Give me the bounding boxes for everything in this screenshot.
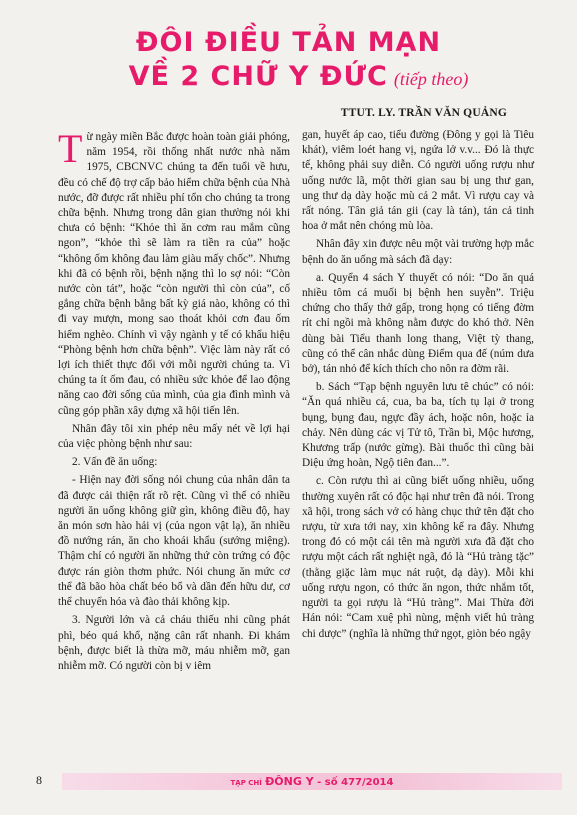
paragraph: a. Quyển 4 sách Y thuyết có nói: “Do ăn quá nhiều tôm cá muối bị bệnh hen suyễn”. Triệu chứng cho thấy thở gấp, trong họng có tiếng đờm rít chỉ ngồi mà không nằm được do khó thở. Nên dùng bài Tiểu thanh long thang, Việt tỳ thang, cũng có thể cân nhắc dùng Điểm qua đế (núm dưa bở), tán nhỏ để kích thích cho nôn ra đờm rãi. [302, 271, 534, 376]
dropcap: T [58, 126, 83, 171]
right-column [302, 128, 534, 645]
title-continued: (tiếp theo) [393, 69, 469, 89]
page-footer [0, 765, 577, 795]
article-title [0, 26, 577, 96]
journal-name: ĐÔNG Y [265, 775, 314, 788]
page-number: 8 [36, 773, 42, 787]
title-line-2-text: VỀ 2 CHỮ Y ĐỨC [128, 61, 388, 92]
paragraph: Nhân đây tôi xin phép nêu mấy nét về lợi hại của việc phòng bệnh như sau: [58, 422, 290, 451]
left-column [58, 126, 290, 677]
paragraph: 3. Người lớn và cả cháu thiếu nhi cũng phát phì, béo quá khổ, nặng cân rất nhanh. Đi khám bệnh, được biết là thừa mỡ, máu nhiễm mỡ, gan nhiễm mỡ. Có người còn bị v iêm [58, 614, 290, 672]
journal-prefix: TẠP CHÍ [230, 779, 262, 787]
paragraph: gan, huyết áp cao, tiểu đường (Đông y gọi là Tiêu khát), viêm loét hang vị, ngứa lở v.v... Đó là thực tế, không phải suy diễn. Có người uống rượu như uống nước lã, một thời gian sau bị ung thư gan, ung thư dạ dày hoặc mù cả 2 mắt. Vì rượu cay và rất nóng. Tân giả tán gii (cay là tán), tán cả tinh hoa ở mắt nên chóng mù lòa. [302, 129, 534, 233]
title-line-2 [20, 60, 577, 96]
title-line-1: ĐÔI ĐIỀU TẢN MẠN [135, 27, 442, 58]
paragraph-text: ừ ngày miền Bắc được hoàn toàn giải phóng, năm 1954, rồi thống nhất nước nhà năm 1975, CBCNVC chúng ta đến tuổi về hưu, đều có chế độ trợ cấp bảo hiểm chữa bệnh của Nhà nước, đỡ được rất nhiều phí tổn cho chúng ta trong chữa bệnh. Nhưng trong dân gian thường nói khi chưa có bệnh: “Khỏe thì ăn cơm rau mắm cũng ngon”, “khỏe thì sẽ làm ra tiền ra của” hoặc “không ốm không đau làm giàu mấy chốc”. Nhưng khi đã có bệnh rồi, bệnh nặng thì lo sợ nói: “Còn nước còn tát”, hoặc “còn người thì còn của”, cố gắng chữa bệnh bằng bất kỳ giá nào, không có thì đi vay mượn, mong sao thoát khỏi cơn đau ốm hiểm nghèo. Chính vì vậy ngành y tế có khẩu hiệu “Phòng bệnh hơn chữa bệnh”. Việc làm này rất có lợi ích thiết thực đối với mỗi người chúng ta. Vì chúng ta ít ốm đau, có nhiều sức khỏe để lao động năng cao đời sống của mình, của gia đình mình và cũng góp phần xây dựng xã hội tiến lên. [58, 131, 290, 417]
paragraph: c. Còn rượu thì ai cũng biết uống nhiều, uống thường xuyên rất có độc hại như trên đã nói. Trong xã hội, trong sách vở có hàng chục thứ tên đặt cho rượu, từ xưa tới nay, xin không kể ra đây. Nhưng trong đó có một cái tên mà người xưa đã đặt cho rượu một cách rất nghiệt ngã, đó là “Hủ tràng tặc” (thằng giặc làm mục nát ruột, dạ dày). Mỗi khi uống rượu ngon, có thức ăn ngon, thức nhắm tốt, người ta gọi rượu là “Hủ tràng”. Mai Thừa đời Hán nói: “Cam xuệ phì nùng, mệnh viết hủ tràng chi dược” (nghĩa là những thứ ngọt, giòn béo ngậy [302, 475, 534, 640]
paragraph: b. Sách “Tạp bệnh nguyên lưu tê chúc” có nói: “Ăn quá nhiều cá, cua, ba ba, tích tụ lại ở trong bụng, bụng đau, ngực đầy ách, hoặc nôn, hoặc ỉa chảy. Nên dùng các vị Tử tô, Trần bì, Mộc hương, Khương trấp (nước gừng). Bài thuốc thì cũng bài Diệu ứng hoàn, Ngộ tiên đan...”. [302, 381, 534, 470]
author-byline: TTUT. LY. TRẦN VĂN QUẢNG [340, 107, 507, 119]
paragraph [58, 126, 290, 419]
paragraph: - Hiện nay đời sống nói chung của nhân dân ta đã được cải thiện rất rõ rệt. Cũng vì thế có nhiều người ăn uống không giữ gìn, không điều độ, hay ăn món sơn hào hải vị (của ngon vật lạ), ăn nhiều đồ nướng rán, ăn cho khoái khẩu (sướng miệng). Thậm chí có người ăn những thứ còn trứng có độc được rán giòn thơm phức. Nói chung ăn mức cơ thể đã bão hòa chất béo bổ và dần đến hữu dư, cơ thể chuyển hóa và đào thải không kịp. [58, 474, 290, 609]
paragraph: Nhân đây xin được nêu một vài trường hợp mắc bệnh do ăn uống mà sách đã dạy: [302, 238, 534, 266]
journal-banner [62, 773, 562, 790]
paragraph: 2. Vấn đề ăn uống: [72, 456, 158, 469]
journal-issue: - số 477/2014 [313, 777, 394, 788]
